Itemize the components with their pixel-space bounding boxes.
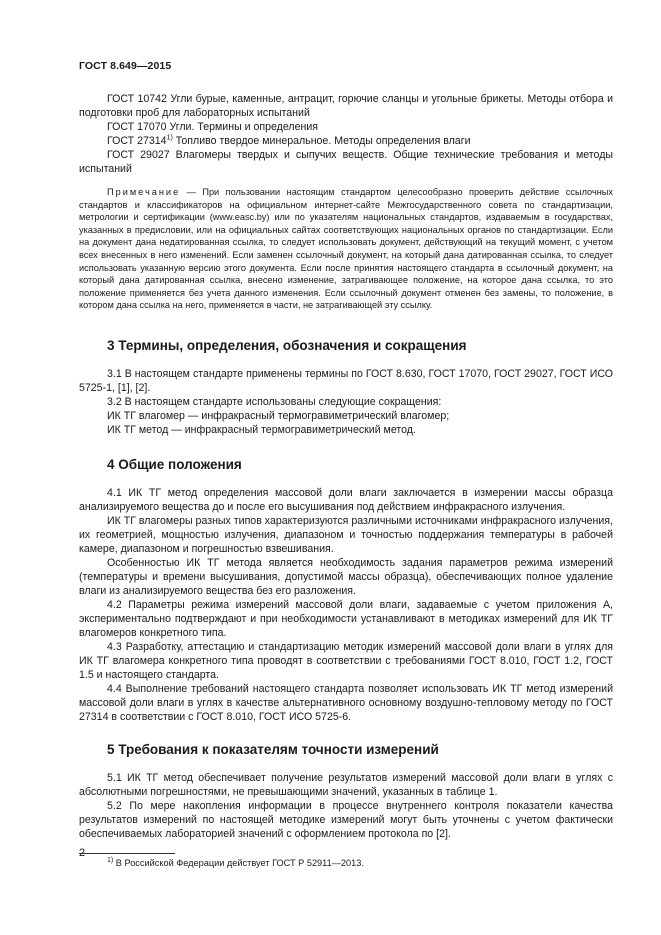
reference-gost-17070: ГОСТ 17070 Угли. Термины и определения: [107, 121, 318, 133]
document-header: ГОСТ 8.649—2015: [79, 60, 172, 72]
page-content: [79, 92, 613, 869]
reference-gost-10742: ГОСТ 10742 Угли бурые, каменные, антрацит, горючие сланцы и угольные брикеты. Методы отбора и подготовки проб для лабораторных испытаний: [79, 93, 613, 119]
section-4-paragraph: 4.1 ИК ТГ метод определения массовой доли влаги заключается в измерении массы образца анализируемого вещества до и после его высушивания под действием инфракрасного излучения.: [79, 486, 613, 513]
section-3-heading: 3 Термины, определения, обозначения и сокращения: [107, 337, 467, 353]
note-label: Примечание: [107, 187, 181, 197]
section-3-paragraph: 3.2 В настоящем стандарте использованы следующие сокращения:: [107, 395, 442, 408]
section-4-paragraph: 4.4 Выполнение требований настоящего стандарта позволяет использовать ИК ТГ метод измерений массовой доли влаги в углях в качестве альтернативного основному воздушно-тепловому методу по ГОСТ 27314 в соответствии с ГОСТ 8.010, ГОСТ ИСО 5725-6.: [79, 682, 613, 723]
section-4-paragraph: 4.2 Параметры режима измерений массовой доли влаги, задаваемые с учетом приложения А, экспериментально подтверждают и при необходимости устанавливают в методиках измерений для ИК ТГ влагомеров конкретного типа.: [79, 598, 613, 639]
section-5-heading: 5 Требования к показателям точности измерений: [107, 741, 439, 757]
page-number: 2: [79, 847, 86, 859]
reference-code: ГОСТ 27314: [107, 135, 167, 147]
footnote-ref-mark: 1): [166, 134, 173, 142]
footnote-divider: [79, 853, 175, 854]
section-3-paragraph: 3.1 В настоящем стандарте применены термины по ГОСТ 8.630, ГОСТ 17070, ГОСТ 29027, ГОСТ ИСО 5725-1, [1], [2].: [79, 367, 613, 394]
section-4-paragraph: Особенностью ИК ТГ метода является необходимость задания параметров режима измерений (температуры и времени высушивания, допустимой массы образца), обеспечивающих полное удаление влаги из анализируемого вещества без его разложения.: [79, 556, 613, 597]
footnote-text: В Российской Федерации действует ГОСТ Р 52911—2013.: [113, 857, 364, 868]
reference-gost-27314: [79, 134, 613, 148]
reference-title: Топливо твердое минеральное. Методы определения влаги: [172, 135, 471, 147]
footnote-mark: 1): [107, 856, 114, 864]
section-3-paragraph: ИК ТГ влагомер — инфракрасный термогравиметрический влагомер;: [107, 409, 450, 422]
reference-gost-29027: ГОСТ 29027 Влагомеры твердых и сыпучих веществ. Общие технические требования и методы испытаний: [79, 149, 613, 175]
footnote: [79, 857, 613, 869]
section-5-paragraph: 5.2 По мере накопления информации в процессе внутреннего контроля показатели качества результатов измерений по настоящей методике измерений могут быть уточнены с учетом фактически обеспечиваемых лабораторией значений с оформлением протокола по [2].: [79, 799, 613, 840]
note-text: — При пользовании настоящим стандартом целесообразно проверить действие ссылочных стандартов и классификаторов на официальном интернет-сайте Межгосударственного совета по стандартизации, метрологии и сертификации (www.easc.by) или по указателям национальных стандартов, издаваемым в государствах, указанных в предисловии, или на официальных сайтах соответствующих национальных органов по стандартизации. Если на документ дана недатированная ссылка, то следует использовать документ, действующий на текущий момент, с учетом всех внесенных в него изменений. Если заменен ссылочный документ, на который дана датированная ссылка, то следует использовать указанную версию этого документа. Если после принятия настоящего стандарта в ссылочный документ, на который дана датированная ссылка, внесено изменение, затрагивающее положение, на которое дана ссылка, то это положение применяется без учета данного изменения. Если ссылочный документ отменен без замены, то положение, в котором дана ссылка на него, применяется в части, не затрагивающей эту ссылку.: [79, 187, 613, 311]
section-4-paragraph: 4.3 Разработку, аттестацию и стандартизацию методик измерений массовой доли влаги в углях для ИК ТГ влагомера конкретного типа проводят в соответствии с требованиями ГОСТ 8.010, ГОСТ 1.2, ГОСТ 1.5 и настоящего стандарта.: [79, 640, 613, 681]
section-3-paragraph: ИК ТГ метод — инфракрасный термогравиметрический метод.: [107, 423, 416, 436]
note-paragraph: [79, 186, 613, 312]
section-4-heading: 4 Общие положения: [107, 456, 242, 472]
section-5-paragraph: 5.1 ИК ТГ метод обеспечивает получение результатов измерений массовой доли влаги в углях с абсолютными погрешностями, не превышающими значений, указанных в таблице 1.: [79, 771, 613, 798]
section-4-paragraph: ИК ТГ влагомеры разных типов характеризуются различными источниками инфракрасного излучения, их геометрией, мощностью излучения, диапазоном и точностью поддержания температуры в рабочей камере, диапазоном и погрешностью взвешивания.: [79, 514, 613, 555]
